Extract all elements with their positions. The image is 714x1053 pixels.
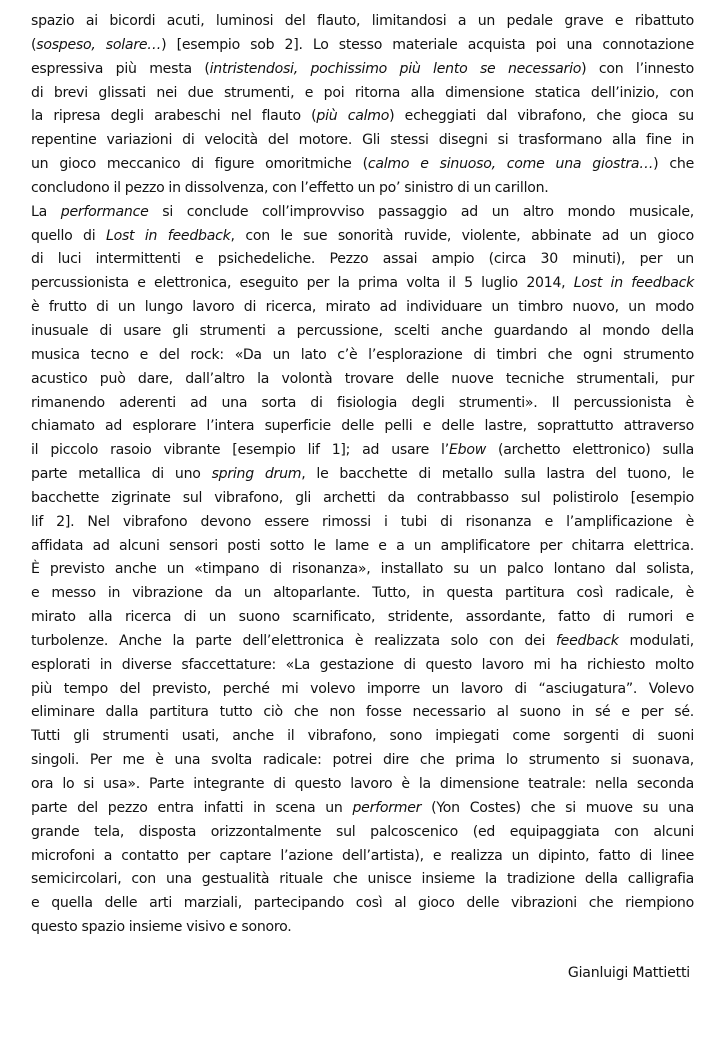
text-run: più tempo del previsto, perché mi volevo imporre un lavoro di “asciugatura”. Volevo (31, 680, 694, 697)
text-run: turbolenze. Anche la parte dell’elettronica è realizzata solo con dei (31, 632, 556, 649)
text-line (31, 582, 694, 606)
text-line (31, 892, 694, 916)
text-run: ) [esempio sob 2]. Lo stesso materiale acquista poi una connotazione (161, 36, 694, 53)
italic-text: più calmo (316, 108, 390, 125)
text-run: Tutti gli strumenti usati, anche il vibrafono, sono impiegati come sorgenti di suoni (31, 728, 694, 745)
text-run: È previsto anche un «timpano di risonanza», installato su un palco lontano dal solista, (31, 561, 694, 578)
text-run: semicircolari, con una gestualità rituale che unisce insieme la tradizione della calligrafia (31, 871, 694, 888)
text-run: questo spazio insieme visivo e sonoro. (31, 919, 292, 936)
text-line (31, 606, 694, 630)
text-run: bacchette zigrinate sul vibrafono, gli archetti da contrabbasso sul polistirolo [esempio (31, 489, 694, 506)
italic-text: intristendosi, pochissimo più lento se necessario (209, 60, 582, 77)
text-line (31, 177, 694, 201)
text-run: , con le sue sonorità ruvide, violente, abbinate ad un gioco (230, 227, 694, 244)
text-line (31, 320, 694, 344)
italic-text: Ebow (448, 442, 486, 459)
text-line (31, 439, 694, 463)
text-run: e quella delle arti marziali, partecipando così al gioco delle vibrazioni che riempiono (31, 895, 694, 912)
text-run: ora lo si usa». Parte integrante di questo lavoro è la dimensione teatrale: nella seconda (31, 776, 694, 792)
text-run: rimanendo aderenti ad una sorta di fisiologia degli strumenti». Il percussionista è (31, 394, 694, 411)
text-run: spazio ai bicordi acuti, luminosi del flauto, limitandosi a un pedale grave e ribattuto (31, 13, 694, 29)
text-line (31, 153, 694, 177)
text-run: espressiva più mesta ( (31, 60, 210, 77)
text-run: si conclude coll’improvviso passaggio ad un altro mondo musicale, (148, 203, 694, 220)
text-run: mirato alla ricerca di un suono scarnificato, stridente, assordante, fatto di rumori e (31, 609, 694, 626)
text-run: esplorati in diverse sfaccettature: «La gestazione di questo lavoro mi ha richiesto molto (31, 656, 694, 673)
text-run: La (31, 203, 61, 220)
text-line (31, 344, 694, 368)
italic-text: Lost in feedback (105, 227, 231, 244)
text-line (31, 797, 694, 821)
text-run: di luci intermittenti e psichedeliche. Pezzo assai ampio (circa 30 minuti), per un (31, 251, 694, 268)
text-line (31, 630, 694, 654)
text-line (31, 487, 694, 511)
italic-text: performance (60, 203, 149, 220)
text-run: parte metallica di uno (31, 466, 212, 483)
text-line (31, 821, 694, 845)
italic-text: spring drum (211, 466, 302, 483)
text-line (31, 415, 694, 439)
text-run: percussionista e elettronica, eseguito per la prima volta il 5 luglio 2014, (31, 275, 574, 292)
text-line (31, 82, 694, 106)
text-line (31, 368, 694, 392)
text-line (31, 105, 694, 129)
text-line (31, 773, 694, 797)
text-run: (Yon Costes) che si muove su una (421, 799, 694, 816)
text-run: repentine variazioni di velocità del motore. Gli stessi disegni si trasformano alla fine in (31, 132, 694, 149)
text-line (31, 272, 694, 296)
text-line (31, 10, 694, 34)
text-run: modulati, (618, 632, 694, 649)
text-run: il piccolo rasoio vibrante [esempio lif 1]; ad usare l’ (31, 442, 449, 459)
text-run: , le bacchette di metallo sulla lastra del tuono, le (301, 466, 694, 483)
body-text (31, 10, 694, 940)
text-run: lif 2]. Nel vibrafono devono essere rimossi i tubi di risonanza e l’amplificazione è (31, 513, 694, 530)
text-run: ) che (653, 156, 695, 173)
italic-text: sospeso, solare… (36, 36, 162, 53)
italic-text: feedback (555, 632, 619, 649)
text-line (31, 678, 694, 702)
text-run: chiamato ad esplorare l’intera superficie delle pelli e delle lastre, soprattutto attraverso (31, 418, 694, 435)
text-run: acustico può dare, dall’altro la volontà trovare delle nuove tecniche strumentali, pur (31, 370, 694, 387)
text-line (31, 511, 694, 535)
author-signature: Gianluigi Mattietti (567, 965, 690, 981)
text-run: (archetto elettronico) sulla (485, 442, 694, 459)
text-line (31, 916, 694, 940)
text-line (31, 248, 694, 272)
text-line (31, 654, 694, 678)
text-line (31, 868, 694, 892)
paragraph (31, 10, 694, 201)
text-run: eliminare dalla partitura tutto ciò che non fosse necessario al suono in sé e per sé. (31, 704, 694, 721)
text-run: ) echeggiati dal vibrafono, che gioca su (389, 108, 694, 125)
text-line (31, 558, 694, 582)
text-run: quello di (31, 227, 106, 244)
text-line (31, 463, 694, 487)
text-run: affidata ad alcuni sensori posti sotto le lame e a un amplificatore per chitarra elettrica. (31, 537, 694, 554)
text-line (31, 58, 694, 82)
text-line (31, 749, 694, 773)
text-run: singoli. Per me è una svolta radicale: potrei dire che prima lo strumento si suonava, (31, 752, 694, 769)
text-run: ) con l’innesto (581, 60, 694, 77)
text-run: musica tecno e del rock: «Da un lato c’è l’esplorazione di timbri che ogni strumento (31, 346, 694, 363)
text-line (31, 296, 694, 320)
text-line: (sospeso, solare…) [esempio sob 2]. Lo stesso materiale acquista poi una connotazione (31, 36, 694, 53)
text-line (31, 725, 694, 749)
text-line (31, 129, 694, 153)
text-run: grande tela, disposta orizzontalmente sul palcoscenico (ed equipaggiata con alcuni (31, 823, 694, 840)
text-line (31, 392, 694, 416)
text-line (31, 535, 694, 559)
italic-text: calmo e sinuoso, come una giostra… (367, 156, 654, 173)
text-run: inusuale di usare gli strumenti a percussione, scelti anche guardando al mondo della (31, 322, 694, 339)
text-line (31, 701, 694, 725)
text-line (31, 201, 694, 225)
italic-text: performer (352, 799, 422, 816)
italic-text: Lost in feedback (573, 275, 694, 292)
text-run: concludono il pezzo in dissolvenza, con l’effetto un po’ sinistro di un carillon. (31, 179, 549, 196)
text-run: microfoni a contatto per captare l’azione dell’artista), e realizza un dipinto, fatto di linee (31, 847, 694, 864)
text-run: di brevi glissati nei due strumenti, e poi ritorna alla dimensione statica dell’inizio, con (31, 84, 694, 101)
text-run: parte del pezzo entra infatti in scena un (31, 799, 353, 816)
text-run: e messo in vibrazione da un altoparlante. Tutto, in questa partitura così radicale, è (31, 585, 694, 602)
text-run: la ripresa degli arabeschi nel flauto ( (31, 108, 317, 125)
text-line (31, 845, 694, 869)
text-run: un gioco meccanico di figure omoritmiche ( (31, 156, 368, 173)
text-run: è frutto di un lungo lavoro di ricerca, mirato ad individuare un timbro nuovo, un modo (31, 299, 694, 316)
paragraph (31, 201, 694, 940)
text-line (31, 225, 694, 249)
